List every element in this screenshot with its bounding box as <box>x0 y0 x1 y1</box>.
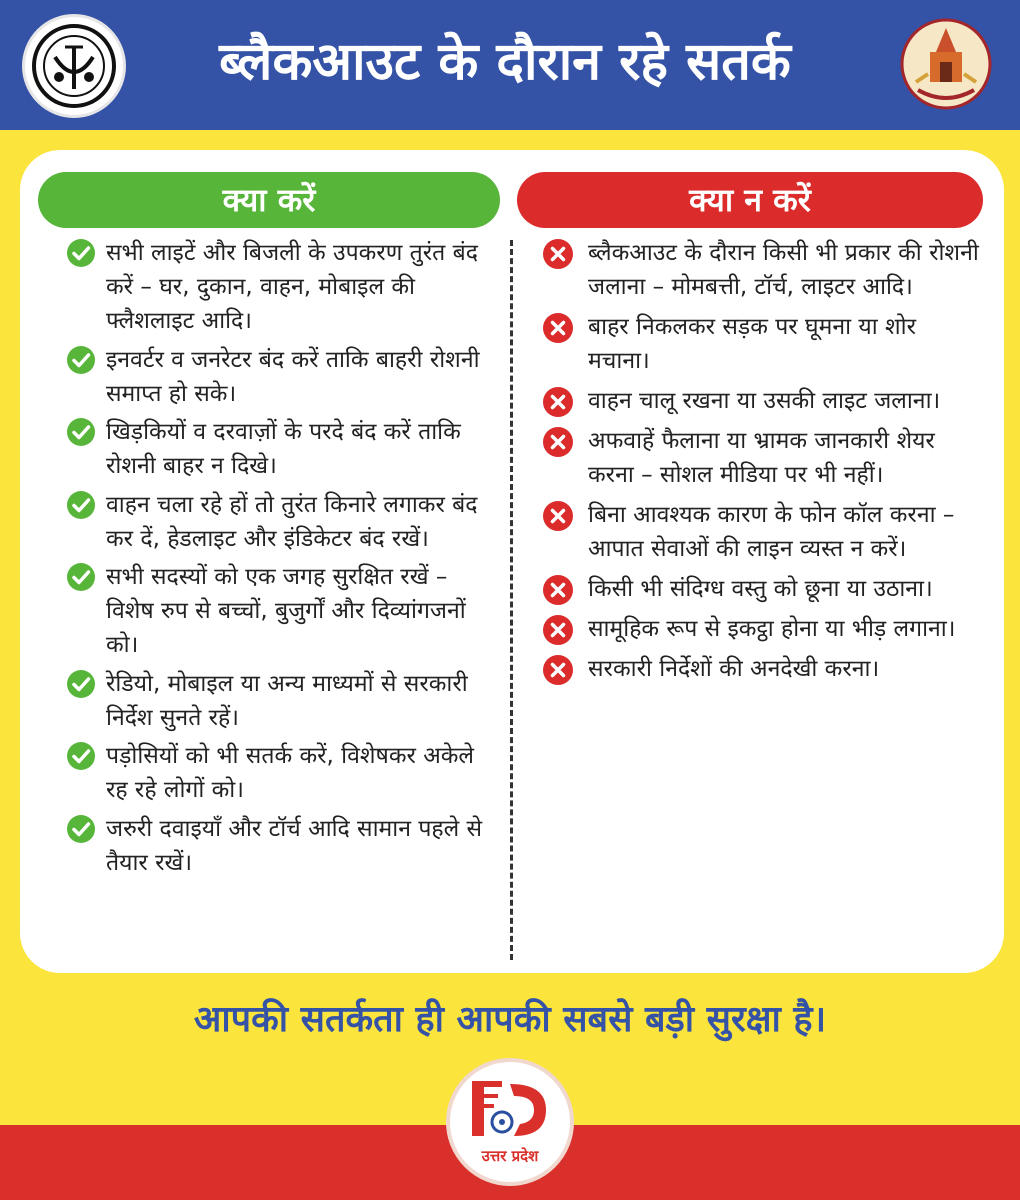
column-divider <box>510 240 513 960</box>
do-heading: क्या करें <box>38 172 500 228</box>
do-list-item-text: इनवर्टर व जनरेटर बंद करें ताकि बाहरी रोशनी समाप्त हो सके। <box>106 346 480 407</box>
dont-list-item <box>542 498 982 566</box>
check-circle-icon <box>66 814 96 844</box>
check-circle-icon <box>66 669 96 699</box>
do-list-item <box>66 343 496 411</box>
dont-list-item-text: ब्लैकआउट के दौरान किसी भी प्रकार की रोशनी जलाना – मोमबत्ती, टॉर्च, लाइटर आदि। <box>588 240 979 300</box>
dont-heading: क्या न करें <box>517 172 983 228</box>
x-circle-icon <box>542 574 572 604</box>
dont-list-item <box>542 236 982 304</box>
x-circle-icon <box>542 238 572 268</box>
dont-list-item-text: सरकारी निर्देशों की अनदेखी करना। <box>588 656 880 682</box>
do-list-item <box>66 667 496 735</box>
do-list-item-text: सभी लाइटें और बिजली के उपकरण तुरंत बंद करें – घर, दुकान, वाहन, मोबाइल की फ्लैशलाइट आदि। <box>106 240 478 334</box>
dont-list-item-text: सामूहिक रूप से इकट्ठा होना या भीड़ लगाना। <box>588 616 956 642</box>
dont-list-item <box>542 612 982 646</box>
dont-list-item-text: बाहर निकलकर सड़क पर घूमना या शोर मचाना। <box>588 314 916 374</box>
x-circle-icon <box>542 312 572 342</box>
do-list-item-text: खिड़कियों व दरवाज़ों के परदे बंद करें ताकि रोशनी बाहर न दिखे। <box>106 419 461 479</box>
up-government-emblem-icon <box>22 14 126 118</box>
check-circle-icon <box>66 417 96 447</box>
x-circle-icon <box>542 614 572 644</box>
dont-list-item <box>542 310 982 378</box>
do-list-item-text: सभी सदस्यों को एक जगह सुरक्षित रखें – विशेष रुप से बच्चों, बुजुर्गों और दिव्यांगजनों को। <box>106 564 466 658</box>
x-circle-icon <box>542 426 572 456</box>
dont-list-item-text: बिना आवश्यक कारण के फोन कॉल करना – आपात सेवाओं की लाइन व्यस्त न करें। <box>588 502 955 562</box>
do-list <box>66 236 496 884</box>
tagline: आपकी सतर्कता ही आपकी सबसे बड़ी सुरक्षा है। <box>193 999 827 1040</box>
check-circle-icon <box>66 238 96 268</box>
check-circle-icon <box>66 490 96 520</box>
dont-list-item-text: किसी भी संदिग्ध वस्तु को छूना या उठाना। <box>588 576 933 602</box>
dont-list-item-text: अफवाहें फैलाना या भ्रामक जानकारी शेयर करना – सोशल मीडिया पर भी नहीं। <box>588 428 935 488</box>
do-list-item <box>66 236 496 338</box>
page-title: ब्लैकआउट के दौरान रहे सतर्क <box>219 32 791 92</box>
x-circle-icon <box>542 386 572 416</box>
dont-list-item <box>542 424 982 492</box>
check-circle-icon <box>66 741 96 771</box>
do-list-item <box>66 812 496 880</box>
do-list-item <box>66 415 496 483</box>
do-list-item <box>66 488 496 556</box>
district-emblem-icon <box>898 10 994 122</box>
do-list-item-text: रेडियो, मोबाइल या अन्य माध्यमों से सरकारी निर्देश सुनते रहें। <box>106 670 468 731</box>
do-list-item-text: पड़ोसियों को भी सतर्क करें, विशेषकर अकेले रह रहे लोगों को। <box>106 743 475 803</box>
up-75-emblem-icon <box>446 1058 574 1186</box>
check-circle-icon <box>66 345 96 375</box>
footer-emblem-text: उत्तर प्रदेश <box>481 1147 539 1165</box>
header-bar <box>0 0 1020 130</box>
dont-list-item <box>542 384 982 418</box>
check-circle-icon <box>66 562 96 592</box>
dont-list <box>542 236 982 692</box>
dont-list-item <box>542 572 982 606</box>
do-list-item-text: जरुरी दवाइयाँ और टॉर्च आदि सामान पहले से तैयार रखें। <box>106 815 483 876</box>
x-circle-icon <box>542 654 572 684</box>
do-list-item <box>66 739 496 807</box>
dont-list-item-text: वाहन चालू रखना या उसकी लाइट जलाना। <box>588 388 941 414</box>
do-list-item <box>66 560 496 662</box>
x-circle-icon <box>542 500 572 530</box>
do-list-item-text: वाहन चला रहे हों तो तुरंत किनारे लगाकर बंद कर दें, हेडलाइट और इंडिकेटर बंद रखें। <box>106 491 478 552</box>
dont-list-item <box>542 652 982 686</box>
